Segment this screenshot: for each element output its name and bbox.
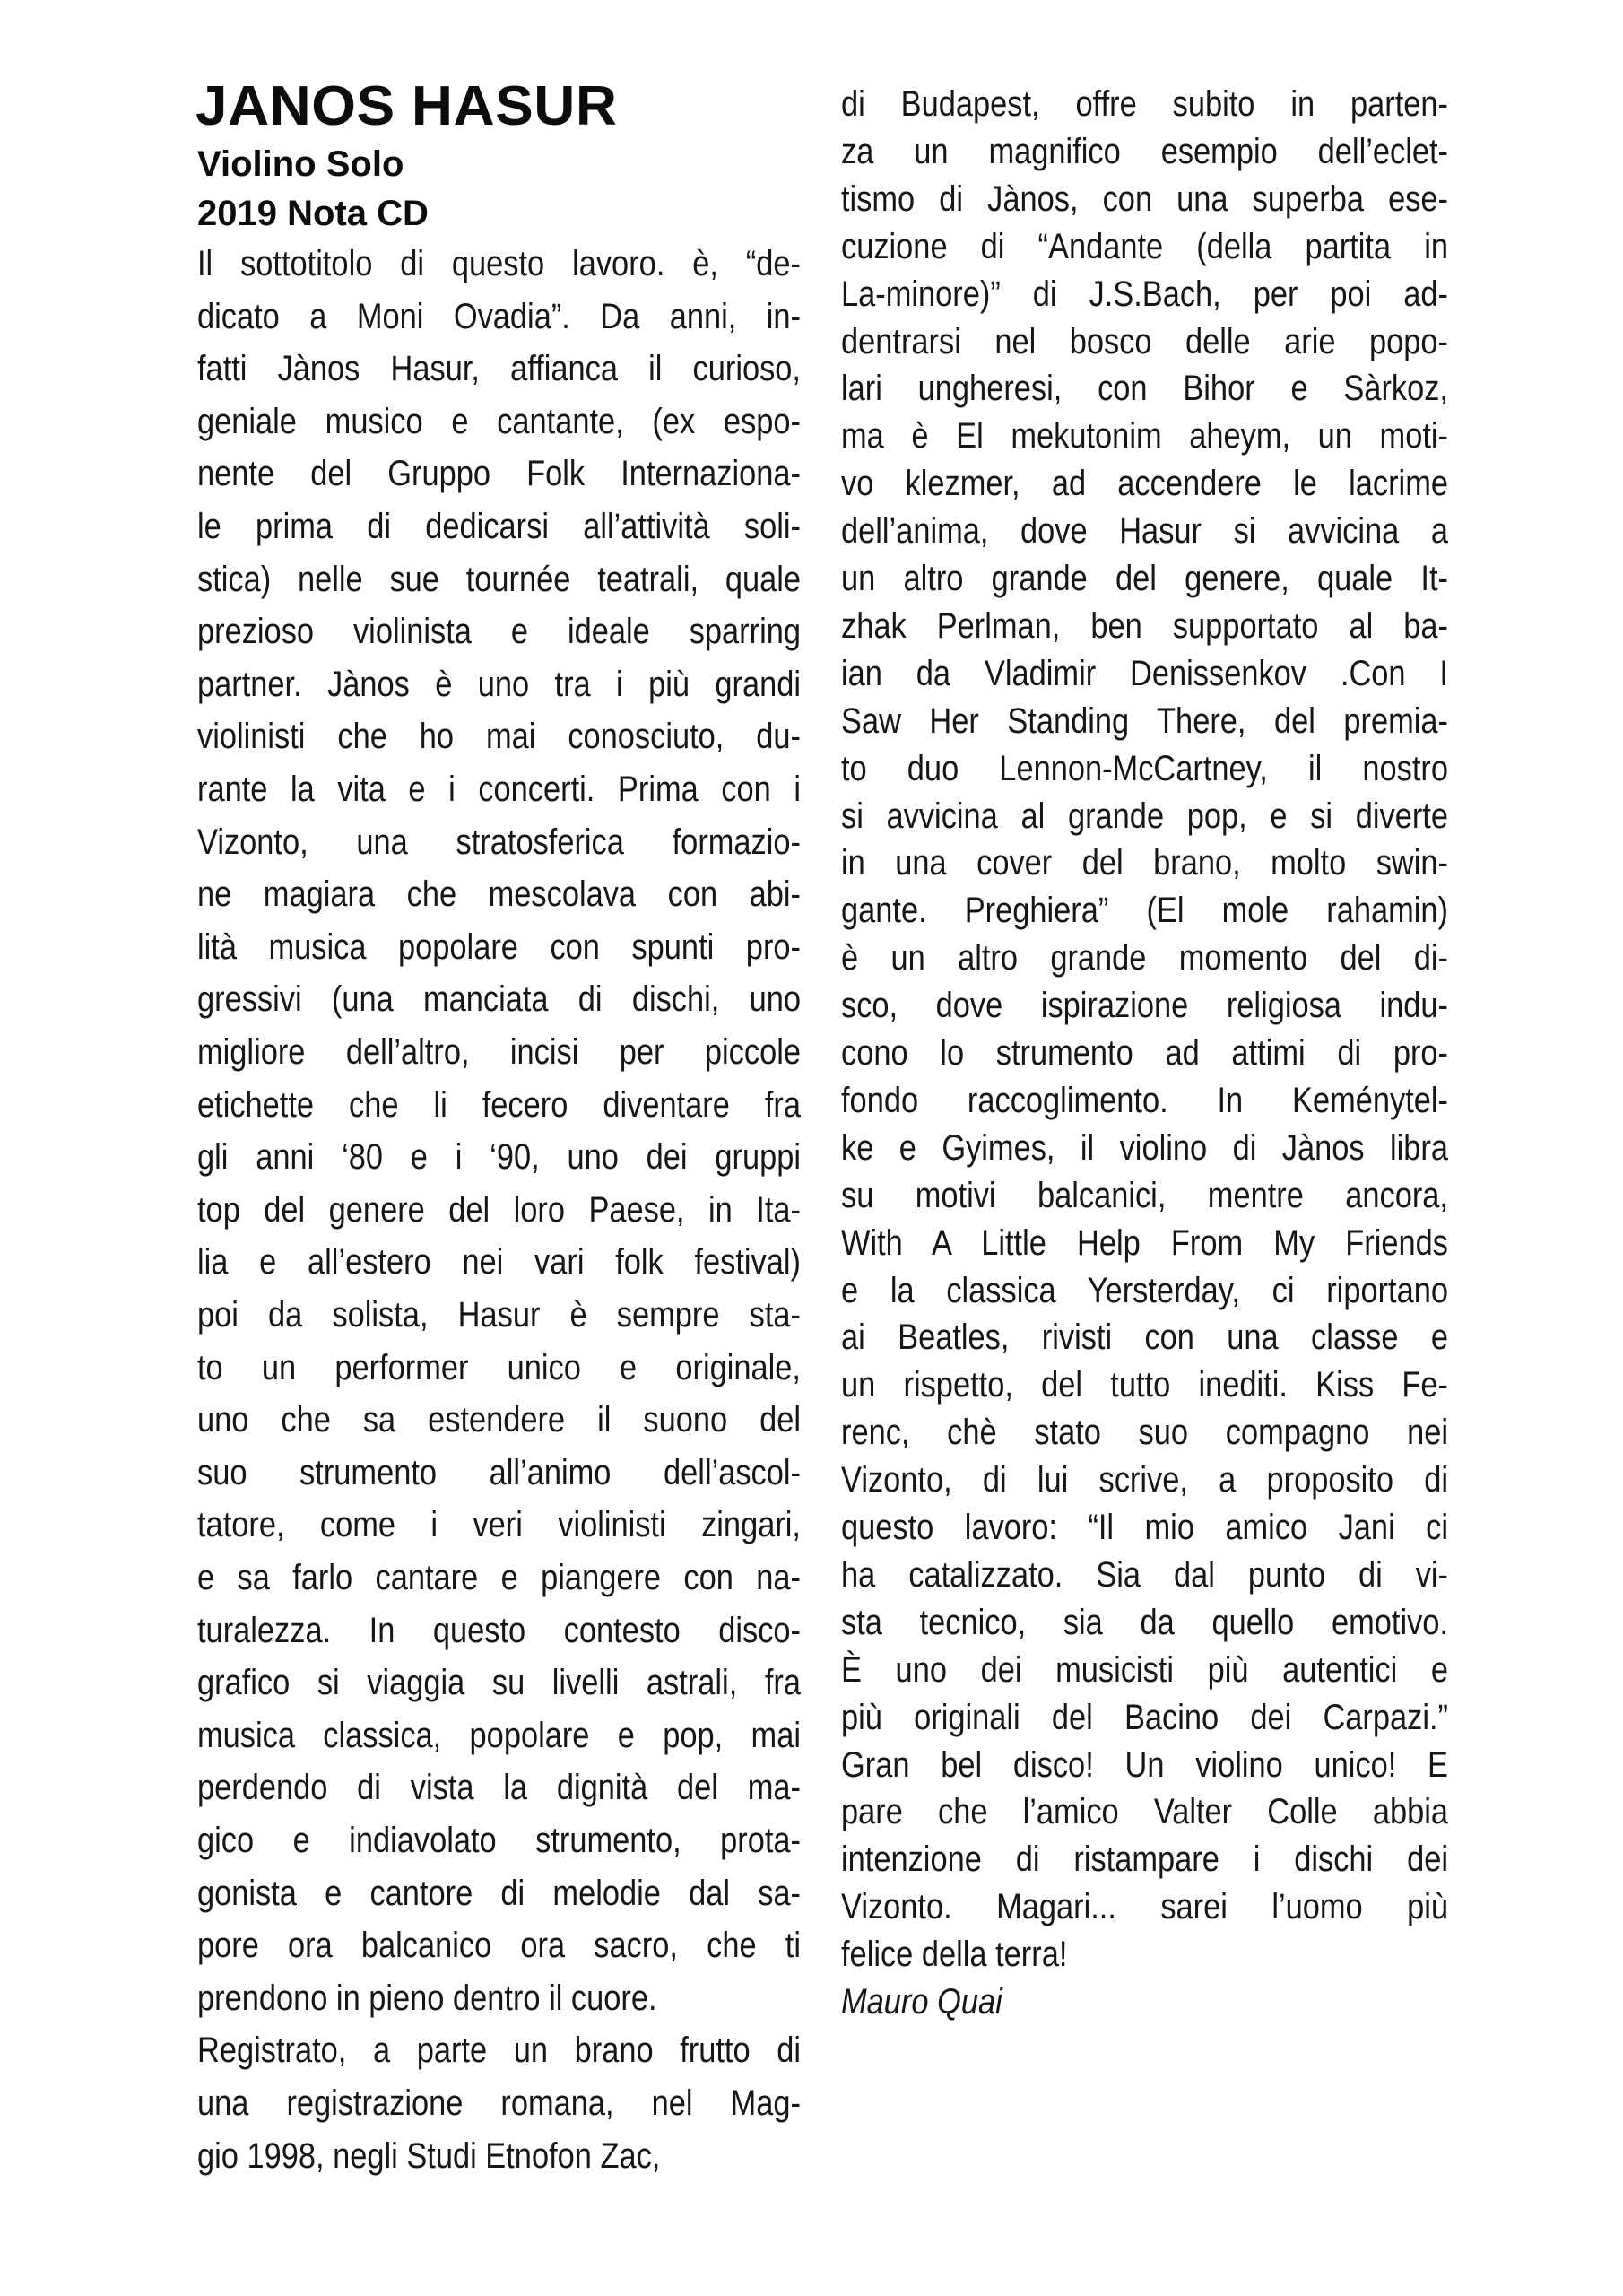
text-line: su motivi balcanici, mentre ancora, <box>841 1175 1448 1215</box>
text-line: gio 1998, negli Studi Etnofon Zac, <box>197 2135 661 2176</box>
text-line: Gran bel disco! Un violino unico! E <box>841 1744 1448 1785</box>
text-line: gico e indiavolato strumento, prota- <box>197 1821 801 1860</box>
text-line: Registrato, a parte un brano frutto di <box>197 2031 801 2071</box>
text-line: suo strumento all’animo dell’ascol- <box>197 1452 801 1492</box>
text-line: With A Little Help From My Friends <box>841 1222 1448 1263</box>
text-line: si avvicina al grande pop, e si diverte <box>841 796 1448 836</box>
text-line: è un altro grande momento del di- <box>841 938 1448 978</box>
text-line: dicato a Moni Ovadia”. Da anni, in- <box>197 296 801 336</box>
release-info: 2019 Nota CD <box>197 194 429 233</box>
text-line: poi da solista, Hasur è sempre sta- <box>197 1295 801 1335</box>
text-line: migliore dell’altro, incisi per piccole <box>197 1032 801 1072</box>
text-line: La-minore)” di J.S.Bach, per poi ad- <box>841 274 1448 314</box>
text-line: gonista e cantore di melodie dal sa- <box>197 1873 801 1913</box>
text-line: uno che sa estendere il suono del <box>197 1400 801 1440</box>
text-line: più originali del Bacino dei Carpazi.” <box>841 1697 1448 1737</box>
text-line: tatore, come i veri violinisti zingari, <box>197 1505 801 1545</box>
text-line: za un magnifico esempio dell’eclet- <box>841 131 1448 171</box>
text-line: pore ora balcanico ora sacro, che ti <box>197 1926 801 1966</box>
text-line: questo lavoro: “Il mio amico Jani ci <box>841 1508 1448 1547</box>
text-line: dell’anima, dove Hasur si avvicina a <box>841 511 1448 552</box>
text-line: un rispetto, del tutto inediti. Kiss Fe- <box>841 1365 1448 1405</box>
text-line: sco, dove ispirazione religiosa indu- <box>841 986 1448 1026</box>
text-line: una registrazione romana, nel Mag- <box>197 2083 801 2123</box>
text-line: di Budapest, offre subito in parten- <box>841 84 1448 124</box>
text-line: prezioso violinista e ideale sparring <box>197 612 801 652</box>
text-line: lia e all’estero nei vari folk festival) <box>197 1242 801 1283</box>
text-line: geniale musico e cantante, (ex espo- <box>197 401 801 441</box>
text-line: dentrarsi nel bosco delle arie popo- <box>841 321 1448 361</box>
text-line: È uno dei musicisti più autentici e <box>841 1649 1448 1690</box>
text-line: cuzione di “Andante (della partita in <box>841 226 1448 266</box>
text-line: musica classica, popolare e pop, mai <box>197 1715 801 1755</box>
text-line: stica) nelle sue tournée teatrali, quale <box>197 559 801 599</box>
text-line: top del genere del loro Paese, in Ita- <box>197 1189 801 1230</box>
text-line: e sa farlo cantare e piangere con na- <box>197 1558 801 1597</box>
text-line: turalezza. In questo contesto disco- <box>197 1610 801 1650</box>
text-line: e la classica Yersterday, ci riportano <box>841 1270 1448 1310</box>
text-line: cono lo strumento ad attimi di pro- <box>841 1033 1448 1073</box>
text-line: lità musica popolare con spunti pro- <box>197 926 801 967</box>
article-title: JANOS HASUR <box>195 75 618 137</box>
text-line: gli anni ‘80 e i ‘90, uno dei gruppi <box>197 1137 801 1178</box>
text-line: Il sottotitolo di questo lavoro. è, “de- <box>197 244 801 283</box>
text-line: violinisti che ho mai conosciuto, du- <box>197 717 801 757</box>
album-title: Violino Solo <box>197 144 404 184</box>
text-line: ke e Gyimes, il violino di Jànos libra <box>841 1127 1448 1168</box>
text-line: gante. Preghiera” (El mole rahamin) <box>841 891 1448 931</box>
text-line: un altro grande del genere, quale It- <box>841 559 1448 598</box>
text-line: vo klezmer, ad accendere le lacrime <box>841 464 1448 504</box>
text-line: tismo di Jànos, con una superba ese- <box>841 178 1448 219</box>
text-line: nente del Gruppo Folk Internaziona- <box>197 454 801 494</box>
text-line: to un performer unico e originale, <box>197 1347 801 1387</box>
text-line: partner. Jànos è uno tra i più grandi <box>197 664 801 704</box>
text-line: lari ungheresi, con Bihor e Sàrkoz, <box>841 369 1448 409</box>
text-line: Vizonto, una stratosferica formazio- <box>197 822 801 862</box>
text-line: sta tecnico, sia da quello emotivo. <box>841 1602 1448 1642</box>
text-line: Vizonto. Magari... sarei l’uomo più <box>841 1887 1448 1927</box>
text-line: Vizonto, di lui scrive, a proposito di <box>841 1460 1448 1500</box>
text-line: to duo Lennon-McCartney, il nostro <box>841 748 1448 788</box>
text-line: le prima di dedicarsi all’attività soli- <box>197 507 801 546</box>
text-line: in una cover del brano, molto swin- <box>841 843 1448 883</box>
text-line: Saw Her Standing There, del premia- <box>841 700 1448 741</box>
text-line: gressivi (una manciata di dischi, uno <box>197 979 801 1020</box>
text-line: ha catalizzato. Sia dal punto di vi- <box>841 1554 1448 1595</box>
text-line: ian da Vladimir Denissenkov .Con I <box>841 653 1448 693</box>
text-line: ma è El mekutonim aheym, un moti- <box>841 416 1448 457</box>
text-line: renc, chè stato suo compagno nei <box>841 1413 1448 1453</box>
text-line: prendono in pieno dentro il cuore. <box>197 1978 657 2018</box>
text-line: fatti Jànos Hasur, affianca il curioso, <box>197 349 801 389</box>
text-line: etichette che li fecero diventare fra <box>197 1084 801 1125</box>
text-line: intenzione di ristampare i dischi dei <box>841 1839 1448 1880</box>
text-line: zhak Perlman, ben supportato al ba- <box>841 605 1448 646</box>
text-line: ne magiara che mescolava con abi- <box>197 874 801 915</box>
text-line: pare che l’amico Valter Colle abbia <box>841 1792 1448 1832</box>
text-line: perdendo di vista la dignità del ma- <box>197 1768 801 1808</box>
text-line: ai Beatles, rivisti con una classe e <box>841 1318 1448 1358</box>
text-line: grafico si viaggia su livelli astrali, fra <box>197 1663 801 1703</box>
text-line: rante la vita e i concerti. Prima con i <box>197 770 801 809</box>
text-line: fondo raccoglimento. In Keménytel- <box>841 1080 1448 1120</box>
text-line: felice della terra! <box>841 1935 1068 1975</box>
author-signature: Mauro Quai <box>841 1982 1002 2022</box>
